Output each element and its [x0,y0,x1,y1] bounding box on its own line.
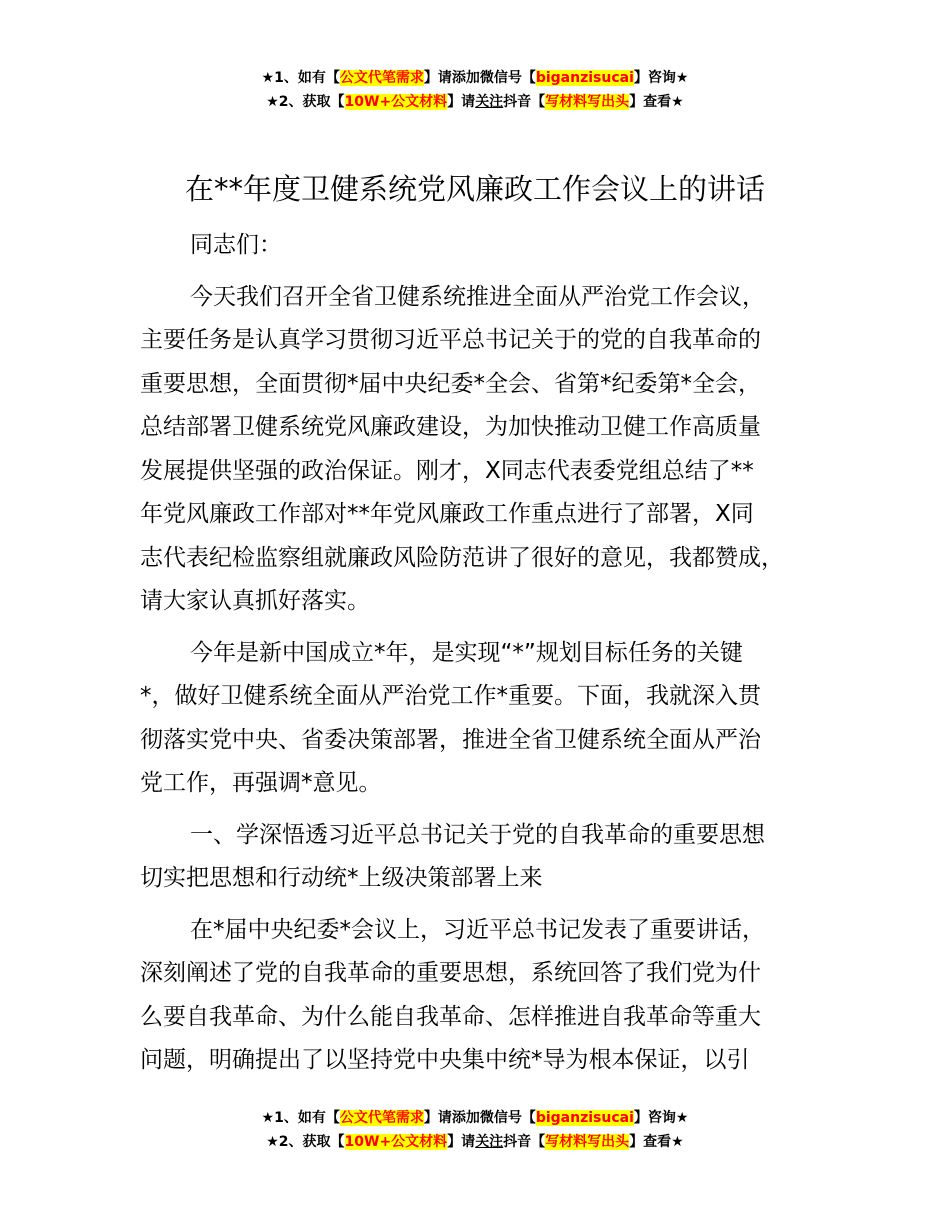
paragraph [140,224,830,268]
banner-highlight: 公文代笔需求 [339,70,424,86]
banner-line-2: ★2、获取【10W+公文材料】请关注抖音【写材料写出头】查看★ [266,1134,684,1150]
paragraph [140,909,830,1083]
section-heading [140,814,830,901]
banner-underline: 关注 [475,94,504,110]
text-line: 年党风廉政工作部对**年党风廉政工作重点进行了部署，X同 [140,501,754,527]
text-line: 今天我们召开全省卫健系统推进全面从严治党工作会议， [190,283,765,310]
text-line: 么要自我革命、为什么能自我革命、怎样推进自我革命等重大 [140,1003,761,1030]
text-line: 在*届中央纪委*会议上，习近平总书记发表了重要讲话， [190,916,765,943]
paragraph [140,276,830,624]
text-line: 请大家认真抓好落实。 [140,588,370,614]
text-line: *，做好卫健系统全面从严治党工作*重要。下面，我就深入贯 [140,683,761,709]
text-line: 一、学深悟透习近平总书记关于党的自我革命的重要思想 [190,821,765,848]
banner-highlight: 10W+公文材料 [344,94,448,110]
text-line: 重要思想，全面贯彻*届中央纪委*全会、省第*纪委第*全会， [140,370,761,397]
text-line: 主要任务是认真学习贯彻习近平总书记关于的党的自我革命的 [140,327,761,353]
document-body [140,224,830,1091]
header-banner [0,66,950,114]
banner-highlight: 公文代笔需求 [339,1110,424,1126]
text-line: 彻落实党中央、省委决策部署，推进全省卫健系统全面从严治 [140,726,761,753]
text-line: 总结部署卫健系统党风廉政建设，为加快推动卫健工作高质量 [140,414,761,440]
banner-highlight: 10W+公文材料 [344,1134,448,1150]
banner-line-1: ★1、如有【公文代笔需求】请添加微信号【biganzisucai】咨询★ [261,1110,689,1126]
banner-underline: 关注 [475,1134,504,1150]
text-line: 切实把思想和行动统*上级决策部署上来 [140,865,543,891]
banner-highlight: 写材料写出头 [545,94,630,110]
text-line: 党工作，再强调*意见。 [140,770,382,796]
text-line: 今年是新中国成立*年，是实现“*”规划目标任务的关键 [190,639,743,666]
banner-highlight: biganzisucai [535,1110,634,1126]
paragraph [140,632,830,806]
text-line: 问题，明确提出了以坚持党中央集中统*导为根本保证，以引 [140,1047,750,1073]
banner-highlight: 写材料写出头 [545,1134,630,1150]
text-line: 发展提供坚强的政治保证。刚才，X同志代表委党组总结了** [140,457,754,484]
banner-line-2: ★2、获取【10W+公文材料】请关注抖音【写材料写出头】查看★ [266,94,684,110]
document-title: 在**年度卫健系统党风廉政工作会议上的讲话 [184,172,765,206]
banner-line-1: ★1、如有【公文代笔需求】请添加微信号【biganzisucai】咨询★ [261,70,689,86]
text-line: 深刻阐述了党的自我革命的重要思想，系统回答了我们党为什 [140,960,761,986]
banner-highlight: biganzisucai [535,70,634,86]
footer-banner [0,1106,950,1154]
text-line: 同志们： [190,232,282,258]
text-line: 志代表纪检监察组就廉政风险防范讲了很好的意见，我都赞成， [140,544,784,571]
